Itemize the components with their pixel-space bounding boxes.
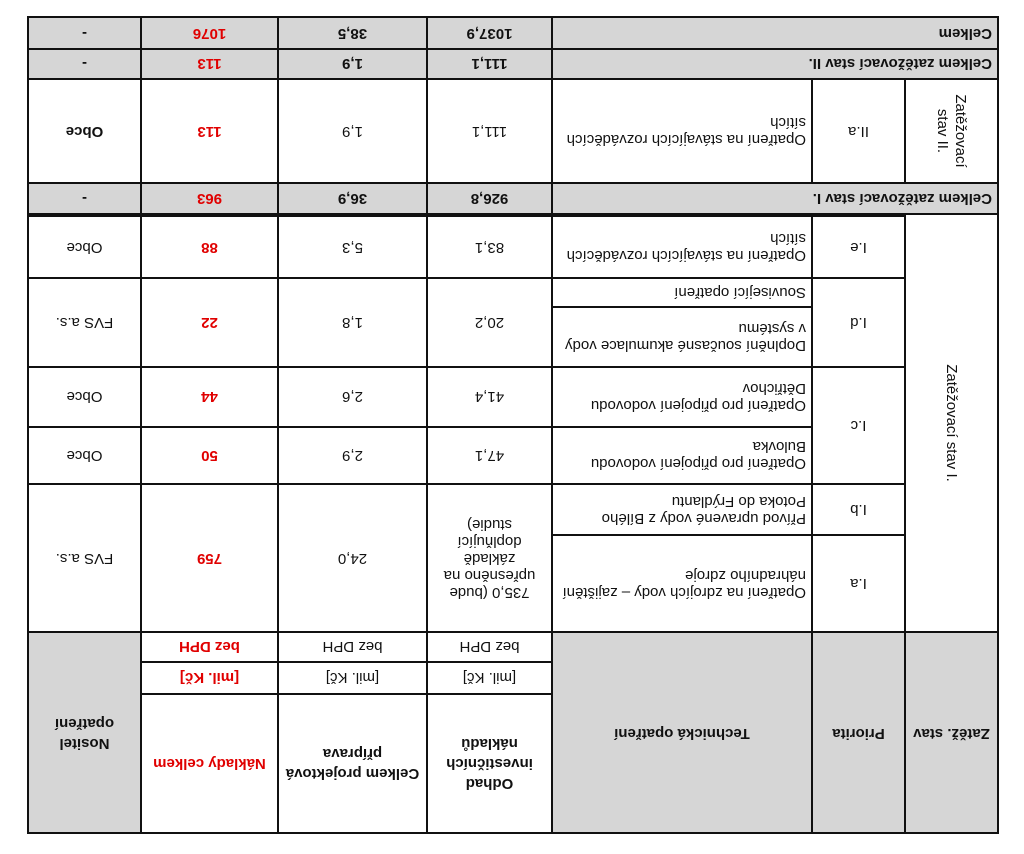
row-ic1-projects: 2,9 — [278, 427, 427, 484]
row-id-owner: FVS a.s. — [28, 278, 141, 367]
row-ia-owner: FVS a.s. — [28, 484, 141, 632]
header-odhad: Odhad investičních nákladů — [427, 694, 552, 833]
header-vat-projekt: bez DPH — [278, 632, 427, 661]
stage1-total-projects: 36,9 — [278, 184, 427, 214]
row-ic-priority: I.c — [812, 367, 905, 484]
row-ic2-measure: Opatření pro připojení vodovodu Dětřichov — [552, 367, 812, 427]
row-id-measure: Doplnění současné akumulace vody v systému — [552, 307, 812, 368]
table-row — [28, 427, 998, 484]
row-ic2-total: 44 — [141, 367, 278, 427]
row-ic2-investment: 41,4 — [427, 367, 552, 427]
row-ie-total: 88 — [141, 216, 278, 279]
stage2-total-total: 113 — [141, 49, 278, 78]
stage1-total-total: 963 — [141, 184, 278, 214]
row-iia-priority: II.a — [812, 79, 905, 184]
table-row — [28, 79, 998, 184]
row-ic1-measure: Opatření pro připojení vodovodu Bulovka — [552, 427, 812, 484]
total-row — [28, 49, 998, 78]
row-ia-investment: 735,0 (bude upřesněno na základě doplňující studie) — [427, 484, 552, 632]
row-ic2-projects: 2,6 — [278, 367, 427, 427]
row-ic1-investment: 47,1 — [427, 427, 552, 484]
row-ie-priority: I.e — [812, 216, 905, 279]
grand-total-projects: 38,5 — [278, 17, 427, 49]
stage1-total-owner: - — [28, 184, 141, 214]
stage2-label: Zatěžovací stav II. — [934, 94, 970, 168]
row-iia-investment: 111,1 — [427, 79, 552, 184]
header-vat-odhad: bez DPH — [427, 632, 552, 661]
row-ib-priority: I.b — [812, 484, 905, 535]
row-iia-total: 113 — [141, 79, 278, 184]
header-vat-naklady: bez DPH — [141, 632, 278, 661]
row-id-priority: I.d — [812, 278, 905, 367]
header-priorita: Priorita — [812, 632, 905, 833]
stage1-total-investment: 926,8 — [427, 184, 552, 214]
header-projekt: Celkem projektová příprava — [278, 694, 427, 833]
row-ic2-owner: Obce — [28, 367, 141, 427]
stage2-total-investment: 111,1 — [427, 49, 552, 78]
cost-table — [27, 16, 999, 834]
table-row — [28, 307, 998, 368]
stage2-total-projects: 1,9 — [278, 49, 427, 78]
stage2-total-label: Celkem zatěžovací stav II. — [552, 49, 998, 78]
grand-total-investment: 1037,9 — [427, 17, 552, 49]
grand-total-label: Celkem — [552, 17, 998, 49]
row-ia-total: 759 — [141, 484, 278, 632]
header-unit-projekt: [mil. Kč] — [278, 662, 427, 694]
header-unit-odhad: [mil. Kč] — [427, 662, 552, 694]
spacer-cell — [28, 214, 905, 216]
row-ib-measure: Přívod upravené vody z Bílého Potoka do Frýdlantu — [552, 484, 812, 535]
header-nositel: Nositel opatření — [28, 632, 141, 833]
table-row-spacer — [28, 214, 998, 216]
table-row — [28, 216, 998, 279]
header-stav: Zatěž. stav — [905, 632, 998, 833]
row-iia-measure: Opatření na stávajících rozváděcích sítích — [552, 79, 812, 184]
row-ie-owner: Obce — [28, 216, 141, 279]
total-row — [28, 184, 998, 214]
header-unit-naklady: [mil. Kč] — [141, 662, 278, 694]
row-id-measure-extra: Související opatření — [552, 278, 812, 306]
row-ic1-owner: Obce — [28, 427, 141, 484]
grand-total-row — [28, 17, 998, 49]
stage1-label: Zatěžovací stav I. — [943, 364, 961, 482]
row-ie-measure: Opatření na stávajících rozváděcích sítích — [552, 216, 812, 279]
row-ie-investment: 83,1 — [427, 216, 552, 279]
header-opatreni: Technická opatření — [552, 632, 812, 833]
grand-total-owner: - — [28, 17, 141, 49]
row-id-total: 22 — [141, 278, 278, 367]
row-iia-projects: 1,9 — [278, 79, 427, 184]
row-iia-owner: Obce — [28, 79, 141, 184]
row-id-investment: 20,2 — [427, 278, 552, 367]
grand-total-total: 1076 — [141, 17, 278, 49]
stage2-label-cell — [905, 79, 998, 184]
row-ie-projects: 5,3 — [278, 216, 427, 279]
row-ia-measure: Opatření na zdrojích vody – zajištění náhradního zdroje — [552, 535, 812, 632]
row-ia-projects: 24,0 — [278, 484, 427, 632]
row-ic1-total: 50 — [141, 427, 278, 484]
stage2-total-owner: - — [28, 49, 141, 78]
table-row — [28, 535, 998, 632]
header-naklady: Náklady celkem — [141, 694, 278, 833]
row-id-projects: 1,8 — [278, 278, 427, 367]
stage1-total-label: Celkem zatěžovací stav I. — [552, 184, 998, 214]
stage1-label-cell — [905, 214, 998, 633]
row-ia-priority: I.a — [812, 535, 905, 632]
